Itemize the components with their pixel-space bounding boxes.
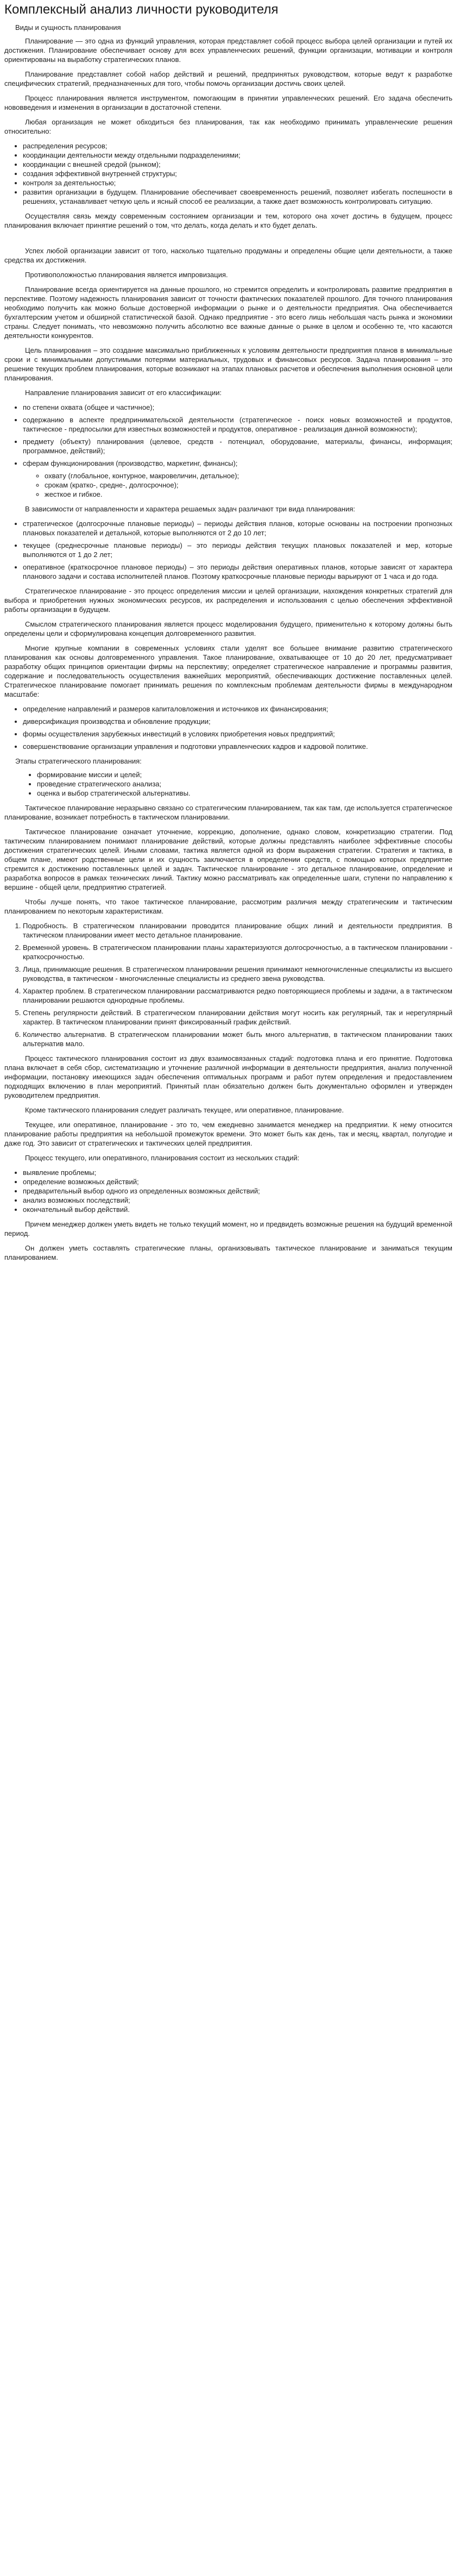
bullet-list-classify	[4, 403, 452, 499]
paragraph: Цель планирования – это создание максимально приближенных к условиям деятельности предприятия планов в минимальные сроки и с минимальными допустимыми потерями материальных, трудовых и финансовых ресурсов. Задача планирования – это решение текущих проблем планирования, которые возникают на этапах плановых расчетов и обеспечения выполнения основной цели планирования.	[4, 346, 452, 382]
paragraph: Любая организация не может обходиться без планирования, так как необходимо принимать управленческие решения относительно:	[4, 118, 452, 135]
section-heading-stages: Этапы стратегического планирования:	[15, 757, 142, 765]
list-item: 2. Временной уровень. В стратегическом планировании планы характеризуются долгосрочностью, а в тактическом планировании - краткосрочностью.	[23, 943, 452, 961]
list-item: 3. Лица, принимающие решения. В стратегическом планировании решения принимают немногочисленные специалисты из высшего руководства, в тактическом - многочисленные специалисты из среднего звена руководства.	[23, 965, 452, 983]
section-heading-types: Виды и сущность планирования	[15, 23, 121, 32]
paragraph: Стратегическое планирование - это процесс определения миссии и целей организации, нахождения конкретных стратегий для выбора и приобретения нужных экономических ресурсов, их распределения и использования с целью обеспечения эффективной работы организации в будущем.	[4, 587, 452, 614]
list-item: • развития организации в будущем. Планирование обеспечивает своевременность решений, позволяет избегать поспешности в решениях, устанавливает четкую цель и ясный способ ее реализации, а также дает возможность контролировать ситуацию.	[23, 187, 452, 206]
paragraph: Осуществляя связь между современным состоянием организации и тем, которого она хочет достичь в будущем, процесс планирования включает принятие решений о том, что делать, когда делать и кто будет делать.	[4, 212, 452, 229]
bullet-list-international	[4, 704, 452, 751]
list-item: • анализ возможных последствий;	[23, 1196, 452, 1205]
list-item: • предварительный выбор одного из определенных возможных действий;	[23, 1186, 452, 1196]
page-title: Комплексный анализ личности руководителя	[4, 2, 279, 17]
list-item: • распределения ресурсов;	[23, 141, 452, 151]
paragraph: Успех любой организации зависит от того, насколько тщательно продуманы и определены общие цели деятельности, а также средства их достижения.	[4, 247, 452, 264]
list-item: • оценка и выбор стратегической альтернативы.	[37, 789, 452, 798]
bullet-list-decisions	[4, 141, 452, 206]
list-item: • совершенствование организации управления и подготовки управленческих кадров и кадровой политике.	[23, 742, 452, 751]
list-item-text: сферам функционирования (производство, маркетинг, финансы);	[23, 459, 238, 467]
paragraph: Кроме тактического планирования следует различать текущее, или оперативное, планирование.	[25, 1106, 344, 1114]
list-item: • контроля за деятельностью;	[23, 178, 452, 187]
list-item: • формы осуществления зарубежных инвестиций в условиях приобретения новых предприятий;	[23, 729, 452, 739]
list-item: ◦ срокам (кратко-, средне-, долгосрочное);	[45, 480, 452, 490]
list-item: ◦ жесткое и гибкое.	[45, 490, 452, 499]
list-item: • выявление проблемы;	[23, 1168, 452, 1177]
paragraph: Причем менеджер должен уметь видеть не только текущий момент, но и предвидеть возможные решения на будущий временной период.	[4, 1220, 452, 1237]
list-item: • проведение стратегического анализа;	[37, 779, 452, 789]
list-item: • оперативное (краткосрочное плановое периоды) – это периоды действия оперативных планов, которые зависят от характера планового задачи и состава исполнителей планов. Поэтому краткосрочные плановые периоды варьируют от 1 часа и до года.	[23, 562, 452, 581]
list-item: • содержанию в аспекте предпринимательской деятельности (стратегическое - поиск новых возможностей и продуктов, тактическое - предпосылки для известных возможностей и продуктов, оперативное - реализация данной возможности);	[23, 415, 452, 434]
paragraph: Противоположностью планирования является импровизация.	[25, 271, 228, 279]
paragraph: Направление планирования зависит от его классификации:	[25, 389, 222, 397]
list-item: • координации деятельности между отдельными подразделениями;	[23, 151, 452, 160]
paragraph: Текущее, или оперативное, планирование - это то, чем ежедневно занимается менеджер на предприятии. К нему относится планирование работы предприятия на небольшой промежуток времени. Это может быть как день, так и месяц, квартал, полугодие и даже год. Это зависит от стратегических и тактических целей предприятия.	[4, 1121, 452, 1147]
list-item: • предмету (объекту) планирования (целевое, средств - потенциал, оборудование, материалы, финансы, информация; программное, действий);	[23, 437, 452, 455]
list-item: • стратегическое (долгосрочные плановые периоды) – периоды действия планов, которые основаны на построении прогнозных плановых показателей и детальной, которые выполняются от 2 до 10 лет;	[23, 519, 452, 537]
list-item: • текущее (среднесрочные плановые периоды) – это периоды действия текущих плановых показателей и мер, которые выполняются от 1 до 2 лет;	[23, 541, 452, 559]
paragraph: Планирование всегда ориентируется на данные прошлого, но стремится определить и контролировать развитие предприятия в перспективе. Поэтому надежность планирования зависит от точности фактических показателей прошлого. Для точного планирования необходимо получить как можно больше достоверной информации о рынке и о деятельности предприятия. Она обеспечивается бухгалтерским учетом и обширной статистической базой. Однако предприятие - это всего лишь небольшая часть рынка и экономики страны. Следует понимать, что невозможно получить абсолютно все важные данные о рынке в целом и особенно те, что касаются деятельности конкурентов.	[4, 285, 452, 340]
bullet-list-stages	[4, 770, 452, 798]
numbered-list-differences	[4, 921, 452, 1048]
bullet-list-operative	[4, 1168, 452, 1214]
list-item: • создания эффективной внутренней структуры;	[23, 169, 452, 178]
list-item: • окончательный выбор действий.	[23, 1205, 452, 1214]
list-item: 4. Характер проблем. В стратегическом планировании рассматриваются редко повторяющиеся проблемы и задачи, а в тактическом планировании решаются однородные проблемы.	[23, 986, 452, 1005]
list-item: • по степени охвата (общее и частичное);	[23, 403, 452, 412]
paragraph: Планирование представляет собой набор действий и решений, предпринятых руководством, которые ведут к разработке специфических стратегий, предназначенных для того, чтобы помочь организации достичь своих целей.	[4, 70, 452, 87]
nested-list	[23, 471, 452, 499]
paragraph: Планирование — это одна из функций управления, которая представляет собой процесс выбора целей организации и путей их достижения. Планирование обеспечивает основу для всех управленческих решений, функции организации, мотивации и контроля ориентированы на выработку стратегических планов.	[4, 37, 452, 64]
list-item: • определение направлений и размеров капиталовложения и источников их финансирования;	[23, 704, 452, 714]
list-item: 6. Количество альтернатив. В стратегическом планировании может быть много альтернатив, в тактическом планировании таких альтернатив мало.	[23, 1030, 452, 1048]
list-item: 1. Подробность. В стратегическом планировании проводится планирование общих линий и деятельности предприятия. В тактическом планировании имеет место детальное планирование.	[23, 921, 452, 940]
paragraph: Многие крупные компании в современных условиях стали уделят все большее внимание развитию стратегического планирования как основы долговременного управления. Такое планирование, охватывающее от 10 до 20 лет, предусматривает разработку общих принципов ориентации фирмы на перспективу; определяет стратегическое направление и программы развития, содержание и последовательность осуществления важнейших мероприятий, обеспечивающих достижение поставленных целей. Стратегическое планирование помогает принимать решения по комплексным проблемам деятельности фирмы в международном масштабе:	[4, 644, 452, 698]
list-item	[23, 459, 452, 499]
paragraph: Процесс тактического планирования состоит из двух взаимосвязанных стадий: подготовка плана и его принятие. Подготовка плана включает в себя сбор, систематизацию и уточнение различной информации в деятельности предприятия, анализ полученной информации, постановку имеющихся задач обеспечения оптимальных программ и работ путем определения и предоставлением подходящих включению в план мероприятий. Принятый план обязательно должен быть документально оформлен и утвержден руководителем предприятия.	[4, 1054, 452, 1099]
paragraph: Процесс планирования является инструментом, помогающим в принятии управленческих решений. Его задача обеспечить нововведения и изменения в организации в достаточной степени.	[4, 94, 452, 111]
list-item: ◦ охвату (глобальное, контурное, макровеличин, детальное);	[45, 471, 452, 480]
bullet-list-three-types	[4, 519, 452, 581]
list-item: • координации с внешней средой (рынком);	[23, 160, 452, 169]
list-item: • диверсификация производства и обновление продукции;	[23, 717, 452, 726]
list-item: • определение возможных действий;	[23, 1177, 452, 1186]
spacer	[4, 235, 452, 246]
list-item: • формирование миссии и целей;	[37, 770, 452, 779]
paragraph: Тактическое планирование неразрывно связано со стратегическим планированием, так как там, где используется стратегическое планирование, возникает потребность в тактическом планировании.	[4, 804, 452, 821]
paragraph: В зависимости от направленности и характера решаемых задач различают три вида планирования:	[25, 505, 355, 513]
paragraph: Тактическое планирование означает уточнение, коррекцию, дополнение, однако словом, конкретизацию стратегии. Под тактическим планированием понимают планирование действий, которые должны представлять наиболее эффективные способы достижения стратегических целей. Иными словами, тактика является одной из форм выражения стратегии. Стратегия и тактика, в общем плане, имеют родственные цели и их сущность заключается в определении средств, с помощью которых предприятие стремится к достижению поставленных целей и задач. Тактическое планирование - это детальное планирование, определение и разработка вопросов в рамках технических линий. Тактику можно рассматривать как определенные шаги, ступени по направлению к вершине - общей цели, предприятию стратегией.	[4, 828, 452, 891]
paragraph: Процесс текущего, или оперативного, планирования состоит из нескольких стадий:	[25, 1154, 300, 1162]
paragraph: Чтобы лучше понять, что такое тактическое планирование, рассмотрим различия между стратегическим и тактическим планированием по некоторым характеристикам.	[4, 898, 452, 915]
paragraph: Он должен уметь составлять стратегические планы, организовывать тактическое планирование и заниматься текущим планированием.	[4, 1244, 452, 1261]
list-item: 5. Степень регулярности действий. В стратегическом планировании действия могут носить как регулярный, так и нерегулярный характер. В тактическом планировании принят фиксированный график действий.	[23, 1008, 452, 1027]
paragraph: Смыслом стратегического планирования является процесс моделирования будущего, применительно к которому должны быть определены цели и сформулирована концепция долговременного развития.	[4, 620, 452, 637]
